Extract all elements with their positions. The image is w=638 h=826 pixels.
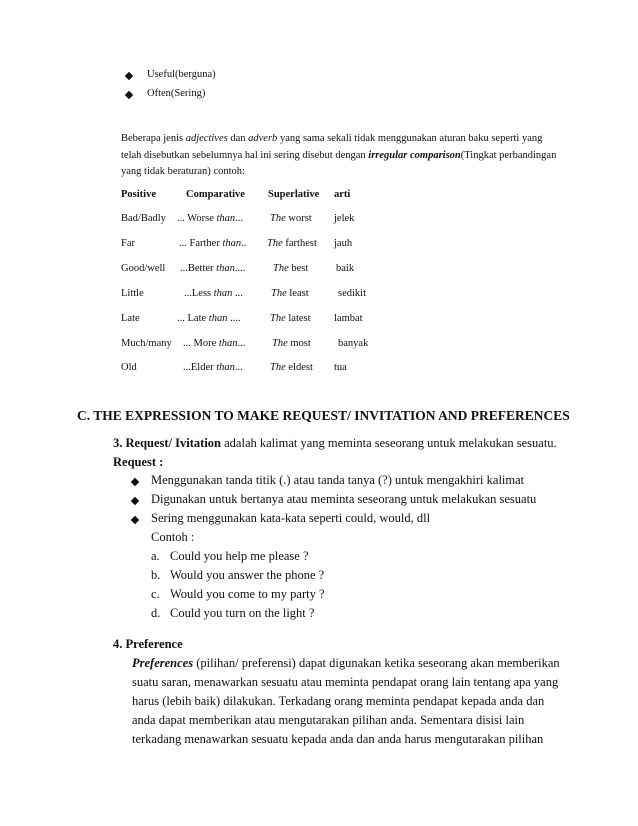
example-text: Would you come to my party ? xyxy=(170,587,325,601)
item-3-line: 3. Request/ Ivitation adalah kalimat yang meminta seseorang untuk melakukan sesuatu. xyxy=(113,436,557,450)
section-heading: C. THE EXPRESSION TO MAKE REQUEST/ INVITATION AND PREFERENCES xyxy=(77,408,570,423)
request-label: Request : xyxy=(113,455,164,469)
example-letter: c. xyxy=(151,587,160,601)
header-positive: Positive xyxy=(121,189,156,200)
example-letter: b. xyxy=(151,568,161,582)
intro-line-3: yang tidak beraturan) contoh: xyxy=(121,166,245,177)
example-letter: a. xyxy=(151,549,160,563)
example-text: Could you help me please ? xyxy=(170,549,309,563)
example-text: Could you turn on the light ? xyxy=(170,606,315,620)
example-text: Would you answer the phone ? xyxy=(170,568,325,582)
pref-line-5: terkadang menawarkan sesuatu kepada anda dan anda harus mengutarakan pilihan xyxy=(132,732,544,746)
bullet-icon xyxy=(131,478,139,486)
bullet-icon xyxy=(125,72,133,80)
pref-line-1: Preferences (pilihan/ preferensi) dapat digunakan ketika seseorang akan memberikan xyxy=(132,656,560,670)
pref-line-4: anda dapat memberikan atau mengutarakan pilihan anda. Sementara disisi lain xyxy=(132,713,525,727)
header-comparative: Comparative xyxy=(186,189,245,200)
bullet-text: Useful(berguna) xyxy=(147,69,216,80)
request-bullet: Digunakan untuk bertanya atau meminta seseorang untuk melakukan sesuatu xyxy=(151,492,537,506)
intro-line-2: telah disebutkan sebelumnya hal ini sering disebut dengan irregular comparison(Tingkat perbandingan xyxy=(121,150,557,161)
header-arti: arti xyxy=(334,189,351,200)
pref-line-3: harus (lebih baik) dilakukan. Terkadang orang meminta pendapat kepada anda dan xyxy=(132,694,545,708)
intro-line-1: Beberapa jenis adjectives dan adverb yang sama sekali tidak menggunakan aturan baku seperti yang xyxy=(121,133,543,144)
item-4-title: 4. Preference xyxy=(113,637,183,651)
contoh-label: Contoh : xyxy=(151,530,195,544)
request-bullet: Sering menggunakan kata-kata seperti could, would, dll xyxy=(151,511,431,525)
request-bullet: Menggunakan tanda titik (.) atau tanda tanya (?) untuk mengakhiri kalimat xyxy=(151,473,525,487)
header-superlative: Superlative xyxy=(268,189,320,200)
bullet-icon xyxy=(125,91,133,99)
bullet-icon xyxy=(131,497,139,505)
pref-line-2: suatu saran, menawarkan sesuatu atau meminta pendapat orang lain tentang apa yang xyxy=(132,675,559,689)
example-letter: d. xyxy=(151,606,161,620)
bullet-text: Often(Sering) xyxy=(147,88,206,99)
bullet-icon xyxy=(131,516,139,524)
